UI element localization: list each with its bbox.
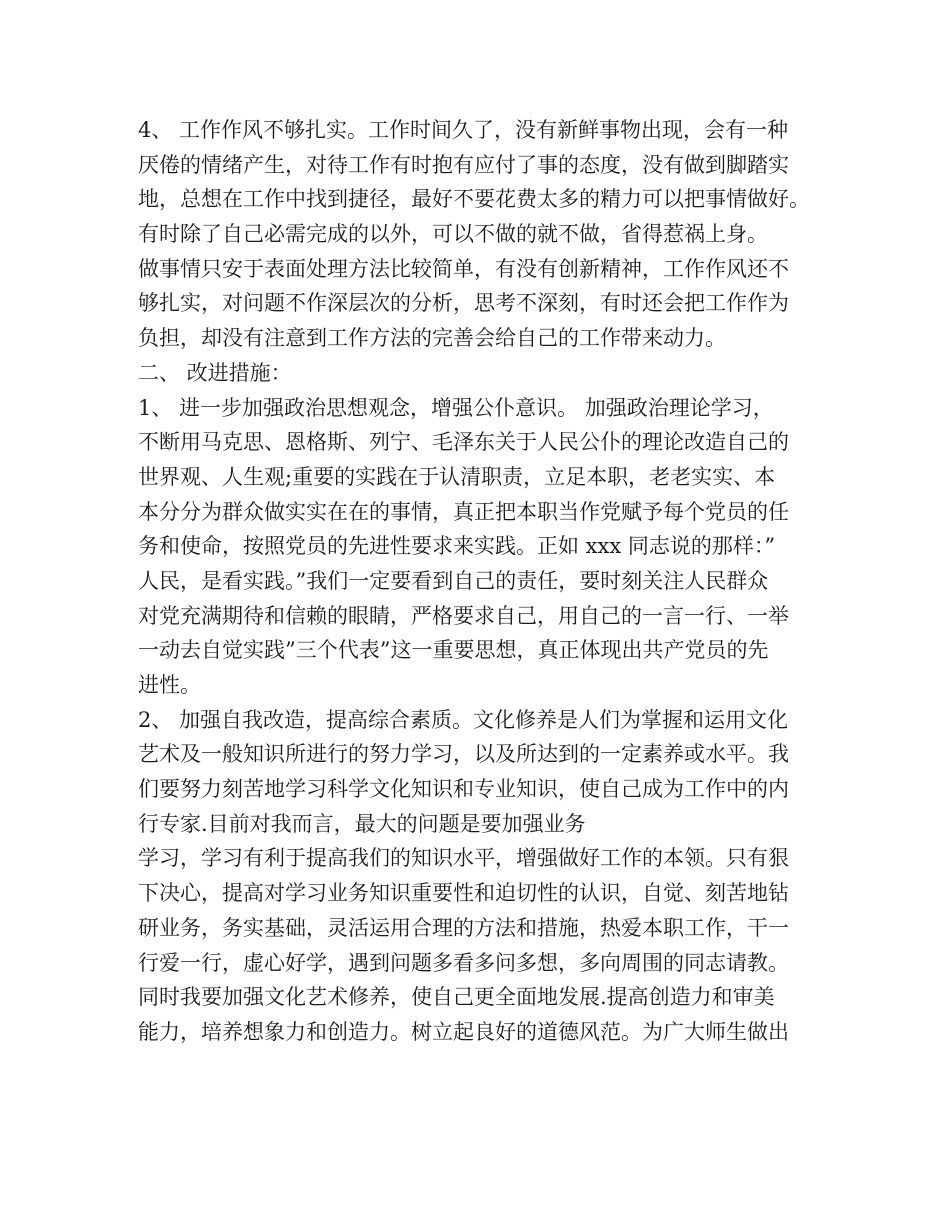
text-line: 学习，学习有利于提高我们的知识水平，增强做好工作的本领。只有狠: [138, 846, 789, 871]
text-line: 4、 工作作风不够扎实。工作时间久了，没有新鲜事物出现，会有一种: [138, 118, 789, 142]
text-line: 世界观、人生观;重要的实践在于认清职责，立足本职，老老实实、本: [138, 464, 776, 489]
text-line: 厌倦的情绪产生，对待工作有时抱有应付了事的态度，没有做到脚踏实: [138, 152, 789, 177]
text-line: 不断用马克思、恩格斯、列宁、毛泽东关于人民公仆的理论改造自己的: [138, 430, 789, 455]
text-line: 们要努力刻苦地学习科学文化知识和专业知识，使自己成为工作中的内: [138, 777, 789, 802]
document-body: [138, 113, 828, 1050]
text-line: 进性。: [138, 673, 201, 697]
text-line: 下决心，提高对学习业务知识重要性和迫切性的认识，自觉、刻苦地钻: [138, 881, 789, 906]
text-line: 有时除了自己必需完成的以外，可以不做的就不做，省得惹祸上身。: [138, 222, 768, 247]
text-line: 本分分为群众做实实在在的事情，真正把本职当作党赋予每个党员的任: [138, 499, 789, 524]
section-heading: 二、 改进措施：: [138, 360, 292, 385]
text-line: 研业务，务实基础，灵活运用合理的方法和措施，热爱本职工作，干一: [138, 915, 789, 940]
text-line: 够扎实，对问题不作深层次的分析，思考不深刻，有时还会把工作作为: [138, 291, 789, 316]
text-line: 1、 进一步加强政治思想观念，增强公仆意识。 加强政治理论学习，: [138, 395, 774, 420]
text-line: 艺术及一般知识所进行的努力学习，以及所达到的一定素养或水平。我: [138, 742, 789, 767]
text-line: 务和使命，按照党员的先进性要求来实践。正如 xxx 同志说的那样：”: [138, 534, 776, 559]
text-line: 一动去自觉实践”三个代表”这一重要思想，真正体现出共产党员的先: [138, 638, 769, 663]
text-line: 负担，却没有注意到工作方法的完善会给自己的工作带来动力。: [138, 326, 726, 351]
text-line: 行爱一行，虚心好学，遇到问题多看多问多想，多向周围的同志请教。: [138, 950, 789, 975]
text-line: 同时我要加强文化艺术修养，使自己更全面地发展.提高创造力和审美: [138, 985, 775, 1010]
text-line: 2、 加强自我改造，提高综合素质。文化修养是人们为掌握和运用文化: [138, 707, 789, 732]
text-line: 对党充满期待和信赖的眼睛，严格要求自己，用自己的一言一行、一举: [138, 603, 789, 628]
text-line: 地，总想在工作中找到捷径，最好不要花费太多的精力可以把事情做好。: [138, 187, 810, 212]
text-line: 人民，是看实践。”我们一定要看到自己的责任，要时刻关注人民群众: [138, 568, 769, 593]
text-line: 行专家.目前对我而言，最大的问题是要加强业务: [138, 811, 586, 836]
text-line: 能力，培养想象力和创造力。树立起良好的道德风范。为广大师生做出: [138, 1019, 789, 1044]
text-line: 做事情只安于表面处理方法比较简单，有没有创新精神，工作作风还不: [138, 256, 789, 281]
